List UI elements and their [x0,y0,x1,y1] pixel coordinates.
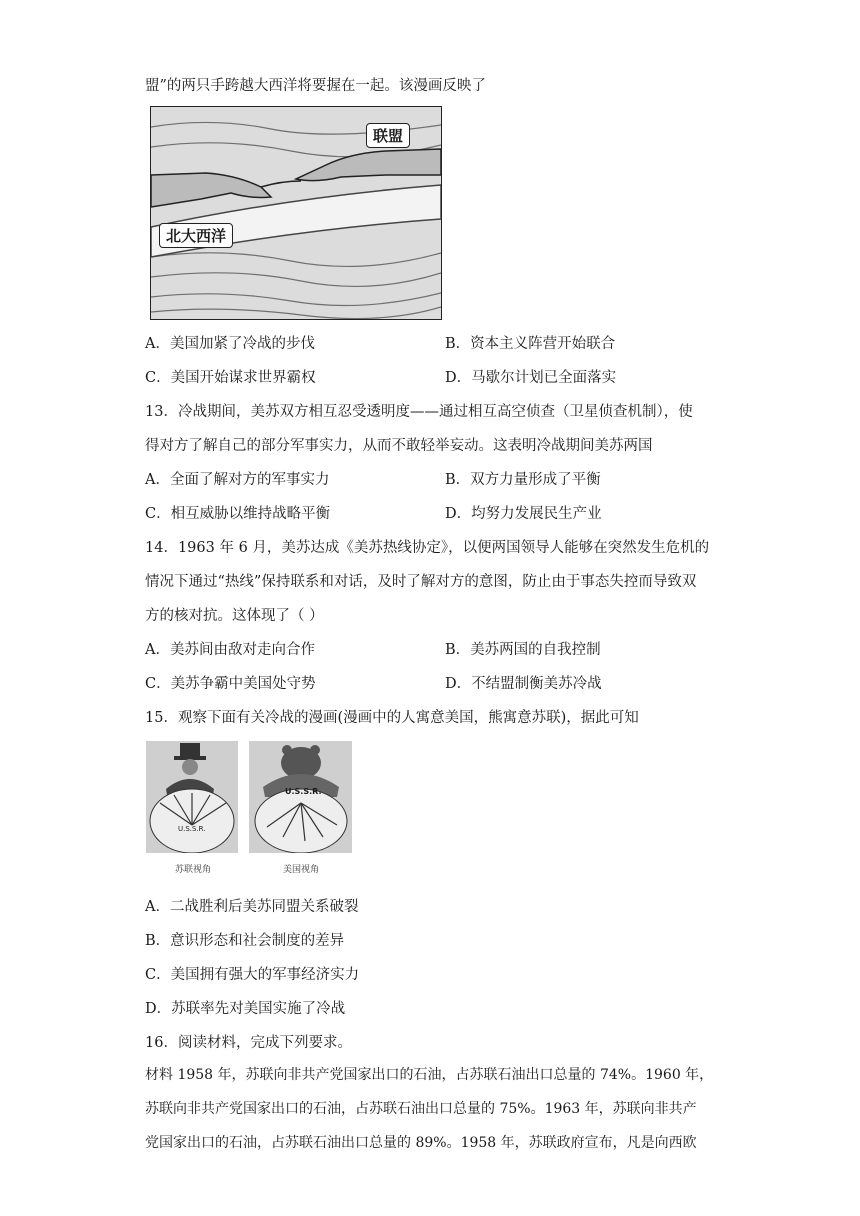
q14-option-d[interactable]: D．不结盟制衡美苏冷战 [445,676,602,692]
q16-stem: 16．阅读材料，完成下列要求。 [145,1035,352,1051]
q15-option-d[interactable]: D．苏联率先对美国实施了冷战 [145,1001,346,1017]
q12-label-north-atlantic: 北大西洋 [159,223,233,248]
q13-stem-line-1: 13．冷战期间，美苏双方相互忍受透明度——通过相互高空侦查（卫星侦查机制），使 [145,404,693,420]
q13-option-c[interactable]: C．相互威胁以维持战略平衡 [145,506,331,522]
q13-option-d[interactable]: D．均努力发展民生产业 [445,506,602,522]
q12-option-c[interactable]: C．美国开始谋求世界霸权 [145,370,316,386]
q12-cartoon-image [150,106,442,320]
q13-option-a[interactable]: A．全面了解对方的军事实力 [145,472,330,488]
q16-material-line-1: 材料 1958 年，苏联向非共产党国家出口的石油，占苏联石油出口总量的 74%。1960 年， [145,1067,714,1083]
q14-stem-line-2: 情况下通过“热线”保持联系和对话，及时了解对方的意图，防止由于事态失控而导致双 [145,574,697,590]
q16-material-line-3: 党国家出口的石油，占苏联石油出口总量的 89%。1958 年，苏联政府宣布，凡是向西欧 [145,1135,697,1151]
q15-option-c[interactable]: C．美国拥有强大的军事经济实力 [145,967,360,983]
q12-stem-tail: 盟”的两只手跨越大西洋将要握在一起。该漫画反映了 [145,78,486,94]
q12-option-b[interactable]: B．资本主义阵营开始联合 [445,336,616,352]
q14-option-b[interactable]: B．美苏两国的自我控制 [445,642,601,658]
q12-label-alliance: 联盟 [366,123,410,148]
q15-right-globe-label: U.S.S.R. [285,787,322,796]
q14-option-c[interactable]: C．美苏争霸中美国处守势 [145,676,316,692]
q15-option-b[interactable]: B．意识形态和社会制度的差异 [145,933,345,949]
q14-option-a[interactable]: A．美苏间由敌对走向合作 [145,642,315,658]
q13-option-b[interactable]: B．双方力量形成了平衡 [445,472,601,488]
uncle-sam-globe-drawing [146,741,238,853]
q15-left-globe-label: U.S.S.R. [178,825,206,833]
q16-material-line-2: 苏联向非共产党国家出口的石油，占苏联石油出口总量的 75%。1963 年，苏联向非共产 [145,1101,697,1117]
q13-stem-line-2: 得对方了解自己的部分军事实力，从而不敢轻举妄动。这表明冷战期间美苏两国 [145,438,653,454]
q15-cartoon-soviet-view [146,741,238,853]
q15-cartoon-us-view [249,741,352,853]
q12-option-a[interactable]: A．美国加紧了冷战的步伐 [145,336,315,352]
q14-stem-line-3: 方的核对抗。这体现了（ ） [145,608,324,624]
q12-option-d[interactable]: D．马歇尔计划已全面落实 [445,370,617,386]
q15-left-caption: 苏联视角 [175,865,212,875]
bear-globe-drawing [249,741,352,853]
q15-stem: 15．观察下面有关冷战的漫画(漫画中的人寓意美国，熊寓意苏联)，据此可知 [145,710,639,726]
q15-option-a[interactable]: A．二战胜利后美苏同盟关系破裂 [145,899,359,915]
q14-stem-line-1: 14．1963 年 6 月，美苏达成《美苏热线协定》，以便两国领导人能够在突然发生危机的 [145,540,710,556]
q15-right-caption: 美国视角 [283,865,320,875]
